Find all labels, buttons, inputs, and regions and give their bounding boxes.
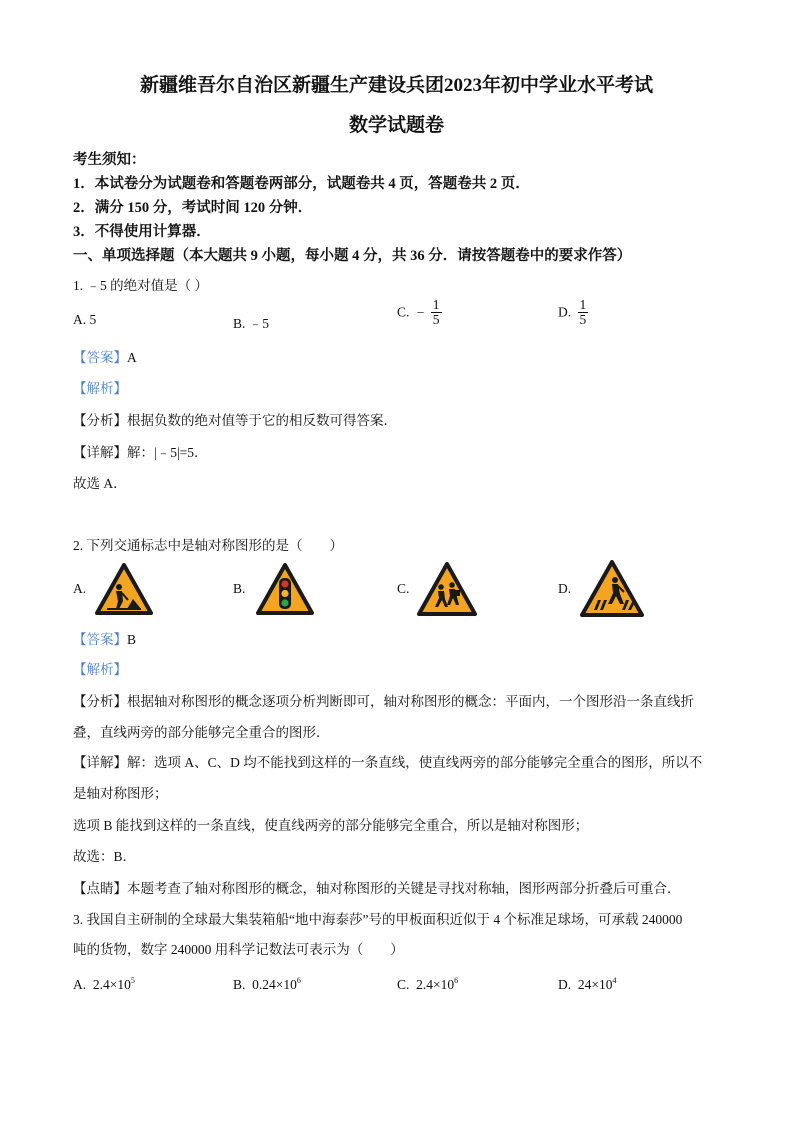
question-2-analysis-tag: 【解析】 bbox=[73, 662, 127, 677]
fraction-numerator: 1 bbox=[432, 297, 440, 312]
question-1-option-b: B. ﹣5 bbox=[233, 316, 270, 331]
traffic-light-sign-icon bbox=[256, 563, 314, 615]
question-3-option-b bbox=[233, 976, 301, 993]
question-1-option-d bbox=[558, 298, 588, 327]
option-c-label: C. bbox=[397, 304, 410, 320]
option-base: 2.4×10 bbox=[92, 977, 131, 992]
question-2-answer bbox=[73, 628, 136, 648]
question-1-conclusion: 故选 A． bbox=[73, 476, 127, 491]
fraction bbox=[431, 298, 442, 327]
option-exponent: 6 bbox=[296, 976, 301, 985]
minus-sign: − bbox=[416, 304, 425, 320]
question-1-option-c bbox=[397, 298, 442, 327]
question-2-xiangjie-line-3: 选项 B 能找到这样的一条直线，使直线两旁的部分能够完全重合，所以是轴对称图形； bbox=[73, 818, 589, 833]
answer-tag: 【答案】 bbox=[73, 350, 127, 365]
question-2-stem: 2. 下列交通标志中是轴对称图形的是（ ） bbox=[73, 538, 343, 553]
option-label: B. bbox=[233, 977, 246, 992]
question-3-option-a bbox=[73, 976, 135, 993]
fraction bbox=[578, 298, 589, 327]
exam-title: 新疆维吾尔自治区新疆生产建设兵团2023年初中学业水平考试 bbox=[139, 75, 653, 96]
answer-value: B bbox=[127, 632, 137, 647]
question-1-analysis-tag: 【解析】 bbox=[73, 381, 127, 396]
answer-tag: 【答案】 bbox=[73, 632, 127, 647]
section-heading: 一、单项选择题（本大题共 9 小题，每小题 4 分，共 36 分．请按答题卷中的要求作答） bbox=[73, 248, 632, 264]
answer-value: A bbox=[127, 350, 137, 365]
question-1-fenxi: 【分析】根据负数的绝对值等于它的相反数可得答案． bbox=[73, 413, 397, 428]
question-1-option-a: A. 5 bbox=[73, 312, 97, 327]
option-label: D. bbox=[558, 977, 572, 992]
question-2-option-b-label: B. bbox=[233, 581, 246, 596]
option-base: 2.4×10 bbox=[416, 977, 455, 992]
exam-subtitle: 数学试题卷 bbox=[348, 115, 444, 136]
question-2-option-c-label: C. bbox=[397, 581, 410, 596]
option-exponent: 4 bbox=[612, 976, 617, 985]
notice-heading: 考生须知： bbox=[73, 152, 146, 168]
road-work-sign-icon bbox=[95, 563, 153, 615]
fraction-denominator: 5 bbox=[579, 312, 587, 327]
question-3-stem-line-2: 吨的货物，数字 240000 用科学记数法可表示为（ ） bbox=[73, 942, 404, 957]
question-2-option-a-label: A. bbox=[73, 581, 87, 596]
option-d-label: D. bbox=[558, 304, 572, 320]
children-crossing-sign-icon bbox=[417, 562, 477, 616]
fraction-denominator: 5 bbox=[432, 312, 440, 327]
option-label: C. bbox=[397, 977, 410, 992]
question-2-xiangjie-line-2: 是轴对称图形； bbox=[73, 786, 168, 801]
question-2-option-d-label: D. bbox=[558, 581, 572, 596]
question-2-conclusion: 故选：B． bbox=[73, 849, 137, 864]
question-2-fenxi-line-1: 【分析】根据轴对称图形的概念逐项分析判断即可，轴对称图形的概念：平面内，一个图形沿一条直线折 bbox=[73, 694, 694, 709]
notice-item-2: 2．满分 150 分，考试时间 120 分钟． bbox=[73, 200, 313, 216]
question-2-dianjing: 【点睛】本题考查了轴对称图形的概念，轴对称图形的关键是寻找对称轴，图形两部分折叠后可重合． bbox=[73, 881, 681, 896]
question-2-xiangjie-line-1: 【详解】解：选项 A、C、D 均不能找到这样的一条直线，使直线两旁的部分能够完全重合的图形，所以不 bbox=[73, 755, 703, 770]
option-exponent: 6 bbox=[454, 976, 459, 985]
option-base: 0.24×10 bbox=[252, 977, 297, 992]
question-3-option-d bbox=[558, 976, 617, 993]
question-1-answer bbox=[73, 346, 137, 366]
notice-item-3: 3．不得使用计算器． bbox=[73, 224, 211, 240]
option-exponent: 5 bbox=[130, 976, 135, 985]
option-base: 24×10 bbox=[577, 977, 613, 992]
question-1-xiangjie: 【详解】解：|﹣5|=5． bbox=[73, 445, 208, 460]
question-3-option-c bbox=[397, 976, 458, 993]
question-2-fenxi-line-2: 叠，直线两旁的部分能够完全重合的图形． bbox=[73, 725, 330, 740]
question-1-stem: 1. ﹣5 的绝对值是（ ） bbox=[73, 278, 208, 293]
notice-item-1: 1．本试卷分为试题卷和答题卷两部分，试题卷共 4 页，答题卷共 2 页． bbox=[73, 176, 530, 192]
pedestrian-crossing-sign-icon bbox=[580, 560, 644, 617]
option-label: A. bbox=[73, 977, 87, 992]
question-3-stem-line-1: 3. 我国自主研制的全球最大集装箱船“地中海泰莎”号的甲板面积近似于 4 个标准足球场，可承载 240000 bbox=[73, 912, 683, 927]
fraction-numerator: 1 bbox=[579, 297, 587, 312]
